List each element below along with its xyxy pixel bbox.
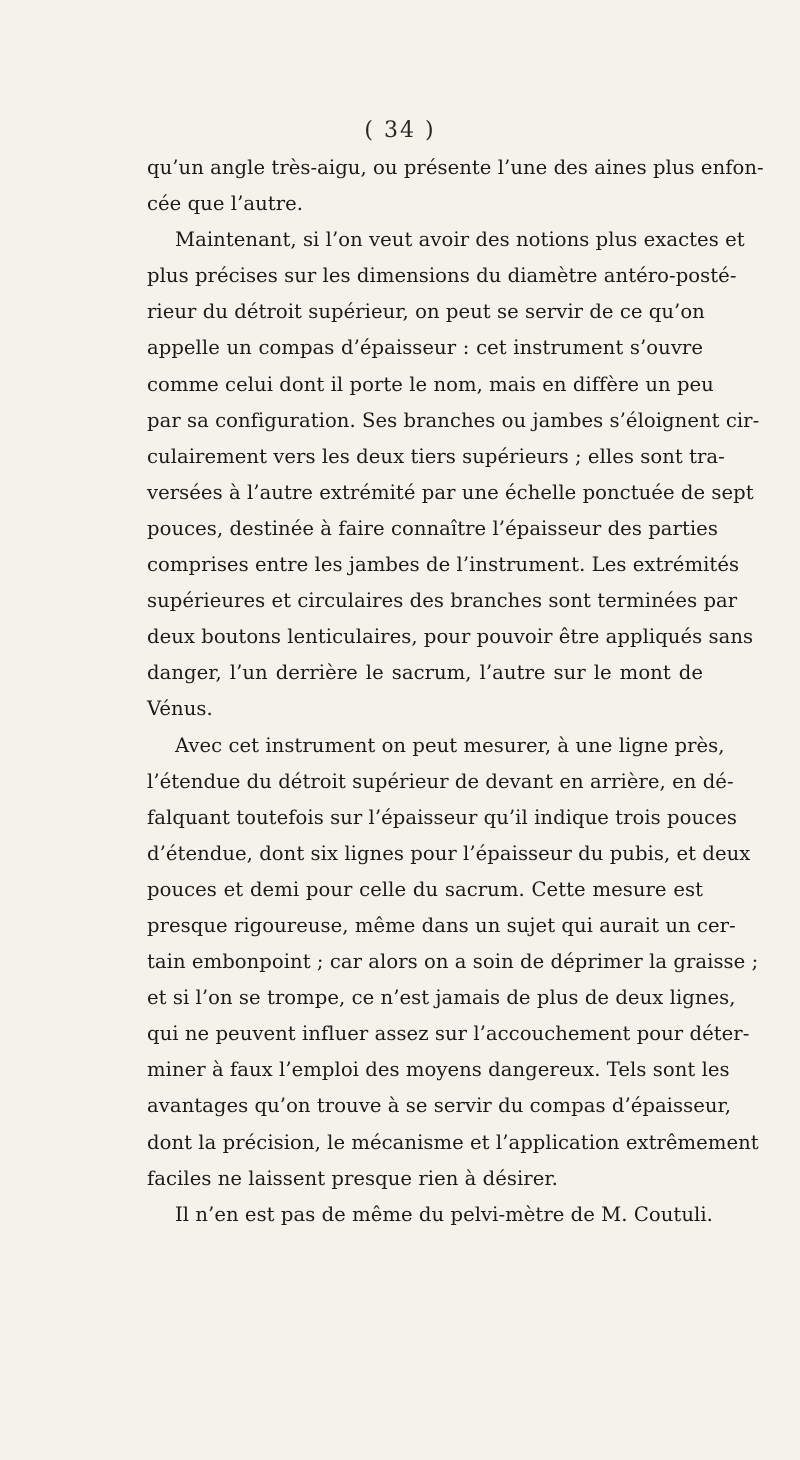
text-line: l’étendue du détroit supérieur de devant en arrière, en dé- bbox=[147, 769, 734, 793]
text-line: Vénus. bbox=[147, 697, 213, 721]
text-line: pouces et demi pour celle du sacrum. Cette mesure est bbox=[147, 877, 703, 901]
text-line: falquant toutefois sur l’épaisseur qu’il indique trois pouces bbox=[147, 805, 737, 829]
text-line: Avec cet instrument on peut mesurer, à une ligne près, bbox=[175, 733, 725, 757]
text-line: presque rigoureuse, même dans un sujet qui aurait un cer- bbox=[147, 913, 736, 937]
text-line: dont la précision, le mécanisme et l’application extrêmement bbox=[147, 1130, 759, 1154]
text-line: comprises entre les jambes de l’instrument. Les extrémités bbox=[147, 553, 740, 577]
text-line: Maintenant, si l’on veut avoir des notions plus exactes et bbox=[175, 228, 745, 252]
text-line: Il n’en est pas de même du pelvi-mètre de M. Coutuli. bbox=[175, 1202, 713, 1226]
text-line: miner à faux l’emploi des moyens dangereux. Tels sont les bbox=[147, 1058, 730, 1082]
text-line: comme celui dont il porte le nom, mais en diffère un peu bbox=[147, 372, 714, 396]
text-line: plus précises sur les dimensions du diamètre antéro-posté- bbox=[147, 264, 737, 288]
text-line: faciles ne laissent presque rien à désirer. bbox=[147, 1166, 558, 1190]
text-line: supérieures et circulaires des branches sont terminées par bbox=[147, 589, 738, 613]
text-line: pouces, destinée à faire connaître l’épaisseur des parties bbox=[147, 516, 718, 540]
text-line: d’étendue, dont six lignes pour l’épaisseur du pubis, et deux bbox=[147, 841, 751, 865]
text-line: culairement vers les deux tiers supérieurs ; elles sont tra- bbox=[147, 444, 725, 468]
text-line: deux boutons lenticulaires, pour pouvoir être appliqués sans bbox=[147, 625, 754, 649]
text-line: par sa configuration. Ses branches ou jambes s’éloignent cir- bbox=[147, 408, 760, 432]
text-line: appelle un compas d’épaisseur : cet instrument s’ouvre bbox=[147, 336, 703, 360]
text-line: versées à l’autre extrémité par une échelle ponctuée de sept bbox=[147, 480, 754, 504]
text-line: cée que l’autre. bbox=[147, 192, 304, 216]
text-line: qu’un angle très-aigu, ou présente l’une des aines plus enfon- bbox=[147, 156, 764, 179]
body-text bbox=[147, 150, 764, 1233]
text-line: tain embonpoint ; car alors on a soin de déprimer la graisse ; bbox=[147, 950, 759, 974]
text-line: qui ne peuvent influer assez sur l’accouchement pour déter- bbox=[147, 1022, 750, 1046]
page-number: ( 34 ) bbox=[364, 118, 436, 143]
text-line: avantages qu’on trouve à se servir du compas d’épaisseur, bbox=[147, 1094, 732, 1118]
text-line: et si l’on se trompe, ce n’est jamais de plus de deux lignes, bbox=[147, 986, 736, 1010]
text-line: rieur du détroit supérieur, on peut se servir de ce qu’on bbox=[147, 300, 705, 324]
text-line: danger, l’un derrière le sacrum, l’autre sur le mont de bbox=[147, 661, 703, 685]
